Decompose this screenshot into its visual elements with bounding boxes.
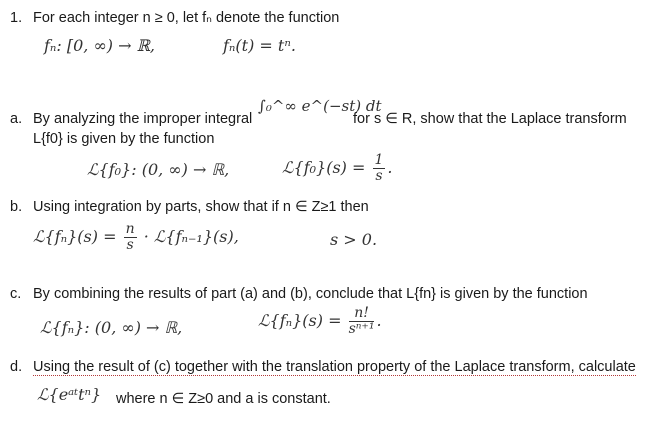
function-definition-rule: fₙ(t) = tⁿ. [223,36,296,55]
part-a-text-line2: L{f0} is given by the function [33,131,215,147]
part-c-lhs: ℒ{fₙ}(s) = [258,311,342,330]
part-b-fraction [124,222,137,253]
part-a-text-before: By analyzing the improper integral [33,111,253,127]
part-a-fraction-denominator: s [375,168,383,184]
part-a-rule [282,153,393,184]
improper-integral: ∫₀^∞ e^(−st) dt [258,97,382,115]
part-c-fraction-numerator: n! [349,306,375,322]
part-d-label: d. [10,359,23,375]
part-b-equation [33,222,239,253]
part-c-end: . [376,311,382,330]
part-d-expression: ℒ{eᵃᵗtⁿ} [37,385,102,404]
part-c-fraction [349,306,375,337]
part-d-text [33,359,636,375]
part-b-condition: s > 0. [330,230,378,249]
part-b-text: Using integration by parts, show that if n ∈ Z≥1 then [33,199,369,215]
part-c-text: By combining the results of part (a) and (b), conclude that L{fn} is given by the function [33,286,588,302]
part-b-fraction-numerator: n [125,221,135,237]
part-a-label: a. [10,111,23,127]
part-a-rule-lhs: ℒ{f₀}(s) = [282,158,366,177]
question-1-number: 1. [10,10,23,26]
part-c-fraction-denominator: sⁿ⁺¹ [348,321,375,337]
part-c-label: c. [10,286,22,302]
question-1-text: For each integer n ≥ 0, let fₙ denote the function [33,10,340,26]
part-a-fraction-numerator: 1 [374,152,384,168]
function-definition-map: fₙ: [0, ∞) → ℝ, [44,36,156,55]
part-d-text-after: where n ∈ Z≥0 and a is constant. [116,391,331,407]
part-b-label: b. [10,199,23,215]
part-a-text-after: for s ∈ R, show that the Laplace transform [353,111,627,127]
part-b-rhs: · ℒ{fₙ₋₁}(s), [143,227,239,246]
part-b-fraction-denominator: s [126,237,134,253]
part-a-fraction [373,153,386,184]
part-c-rule [258,306,382,337]
part-c-map: ℒ{fₙ}: (0, ∞) → ℝ, [40,318,183,337]
part-d-text-body: Using the result of (c) together with the translation property of the Laplace transform, calculate [33,359,636,375]
part-b-lhs: ℒ{fₙ}(s) = [33,227,117,246]
part-a-map: ℒ{f₀}: (0, ∞) → ℝ, [87,160,230,179]
part-a-rule-end: . [387,158,393,177]
